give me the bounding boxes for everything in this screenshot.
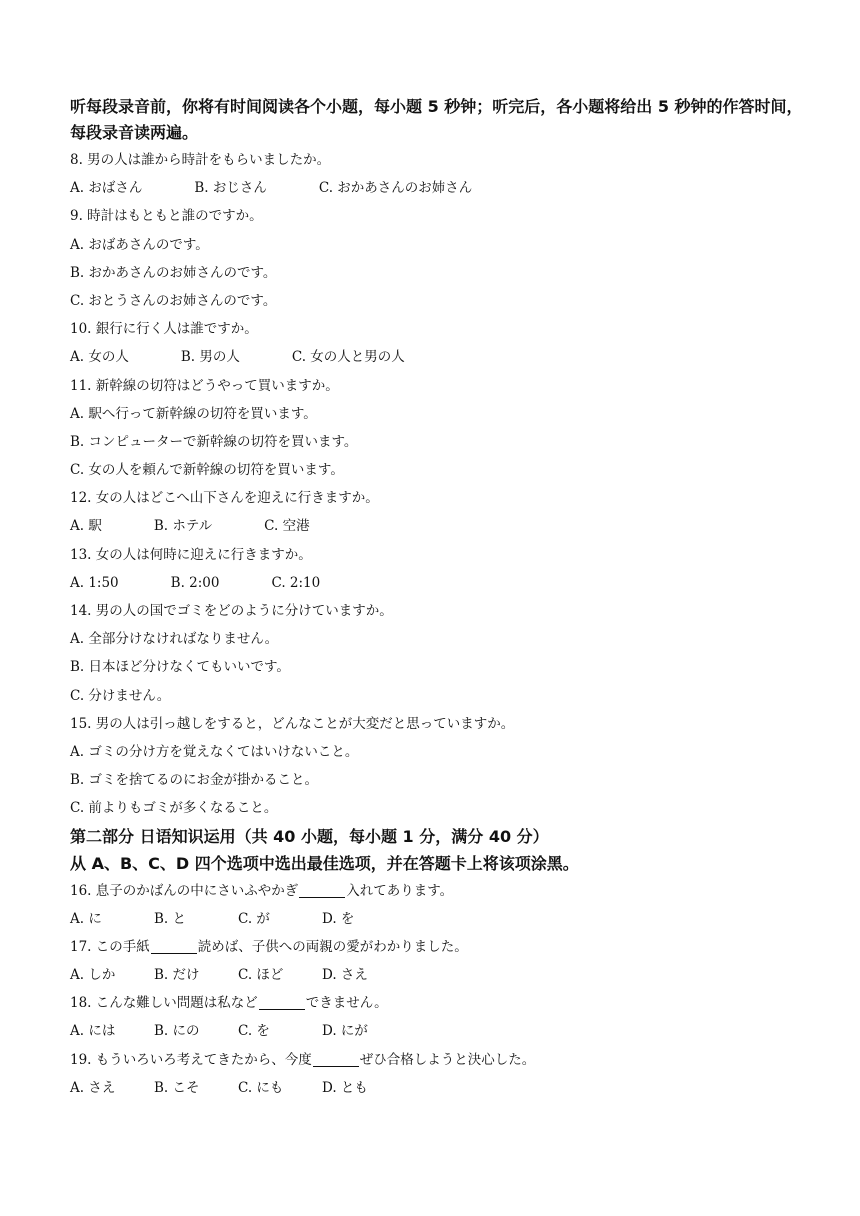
option: C. おかあさんのお姉さん (318, 180, 473, 197)
option: B. と (154, 910, 187, 927)
option: B. ゴミを捨てるのにお金が掛かること。 (70, 772, 319, 789)
answer-blank (299, 883, 345, 898)
question-12-options (70, 512, 810, 540)
question-17-options (70, 961, 810, 989)
question-10-options (70, 343, 810, 371)
option: C. が (238, 910, 270, 927)
question-16-options (70, 905, 810, 933)
stem-after: 入れてあります。 (346, 882, 454, 899)
answer-blank (151, 939, 197, 954)
stem-before: 16. 息子のかばんの中にさいふやかぎ (70, 882, 299, 899)
part-2-title: 第二部分 日语知识运用（共 40 小题，每小题 1 分，满分 40 分） (70, 826, 549, 846)
option: B. だけ (154, 967, 200, 984)
option: C. にも (238, 1079, 284, 1096)
option: A. 全部分けなければなりません。 (70, 631, 279, 648)
question-12-stem: 12. 女の人はどこへ山下さんを迎えに行きますか。 (70, 490, 379, 507)
question-18-options (70, 1017, 810, 1045)
option: A. 1:50 (70, 574, 119, 591)
question-11-stem: 11. 新幹線の切符はどうやって買いますか。 (70, 377, 339, 394)
option: D. にが (322, 1023, 368, 1040)
stem-after: 読めば、子供への両親の愛がわかりました。 (197, 938, 468, 955)
stem-before: 18. こんな難しい問題は私など (70, 995, 258, 1012)
option: C. ほど (238, 967, 284, 984)
stem-after: できません。 (305, 995, 388, 1012)
option: D. とも (322, 1079, 368, 1096)
option: A. おばさん (70, 180, 143, 197)
question-13-options (70, 569, 810, 597)
option: C. 空港 (264, 518, 310, 535)
question-13-stem: 13. 女の人は何時に迎えに行きますか。 (70, 546, 312, 563)
option: A. ゴミの分け方を覚えなくてはいけないこと。 (70, 743, 359, 760)
option: B. コンピューターで新幹線の切符を買います。 (70, 433, 358, 450)
question-18-stem (70, 989, 810, 1017)
question-10-stem: 10. 銀行に行く人は誰ですか。 (70, 321, 258, 338)
option: A. には (70, 1023, 116, 1040)
part-2-instruction: 从 A、B、C、D 四个选项中选出最佳选项，并在答题卡上将该项涂黑。 (70, 853, 579, 873)
option: B. 日本ほど分けなくてもいいです。 (70, 659, 290, 676)
option: C. 女の人を頼んで新幹線の切符を買います。 (70, 462, 344, 479)
answer-blank (313, 1052, 359, 1067)
question-8-stem: 8. 男の人は誰から時計をもらいましたか。 (70, 152, 331, 168)
question-9-stem: 9. 時計はもともと誰のですか。 (70, 208, 263, 225)
question-8-options (70, 174, 810, 202)
question-19-stem (70, 1046, 810, 1074)
option: B. おかあさんのお姉さんのです。 (70, 264, 277, 281)
question-15-stem: 15. 男の人は引っ越しをすると，どんなことが大変だと思っていますか。 (70, 715, 515, 732)
stem-before: 19. もういろいろ考えてきたから、今度 (70, 1051, 312, 1068)
question-16-stem (70, 877, 810, 905)
option: B. 2:00 (170, 574, 220, 591)
option: B. おじさん (194, 180, 267, 197)
option: C. おとうさんのお姉さんのです。 (70, 292, 277, 309)
option: A. 女の人 (70, 349, 129, 366)
option: B. にの (154, 1023, 200, 1040)
option: C. 女の人と男の人 (291, 349, 405, 366)
option: B. ホテル (153, 518, 213, 535)
option: D. さえ (322, 967, 368, 984)
option: A. 駅 (70, 518, 102, 535)
question-14-stem: 14. 男の人の国でゴミをどのように分けていますか。 (70, 603, 393, 619)
stem-before: 17. この手紙 (70, 938, 150, 955)
option: C. を (238, 1023, 270, 1040)
option: A. しか (70, 967, 116, 984)
listening-instruction: 听每段录音前，你将有时间阅读各个小题，每小题 5 秒钟；听完后，各小题将给出 5 秒钟的作答时间，每段录音读两遍。 (70, 97, 803, 142)
option: A. さえ (70, 1079, 116, 1096)
answer-blank (259, 995, 305, 1010)
option: A. おばあさんのです。 (70, 236, 209, 253)
option: A. に (70, 910, 102, 927)
question-19-options (70, 1074, 810, 1102)
option: B. 男の人 (180, 349, 240, 366)
option: A. 駅へ行って新幹線の切符を買います。 (70, 405, 317, 422)
exam-page (70, 94, 810, 1102)
option: C. 前よりもゴミが多くなること。 (70, 800, 278, 817)
question-17-stem (70, 933, 810, 961)
option: C. 2:10 (271, 574, 321, 591)
option: D. を (322, 910, 355, 927)
stem-after: ぜひ合格しようと決心した。 (359, 1051, 536, 1068)
option: B. こそ (154, 1079, 200, 1096)
option: C. 分けません。 (70, 687, 171, 704)
